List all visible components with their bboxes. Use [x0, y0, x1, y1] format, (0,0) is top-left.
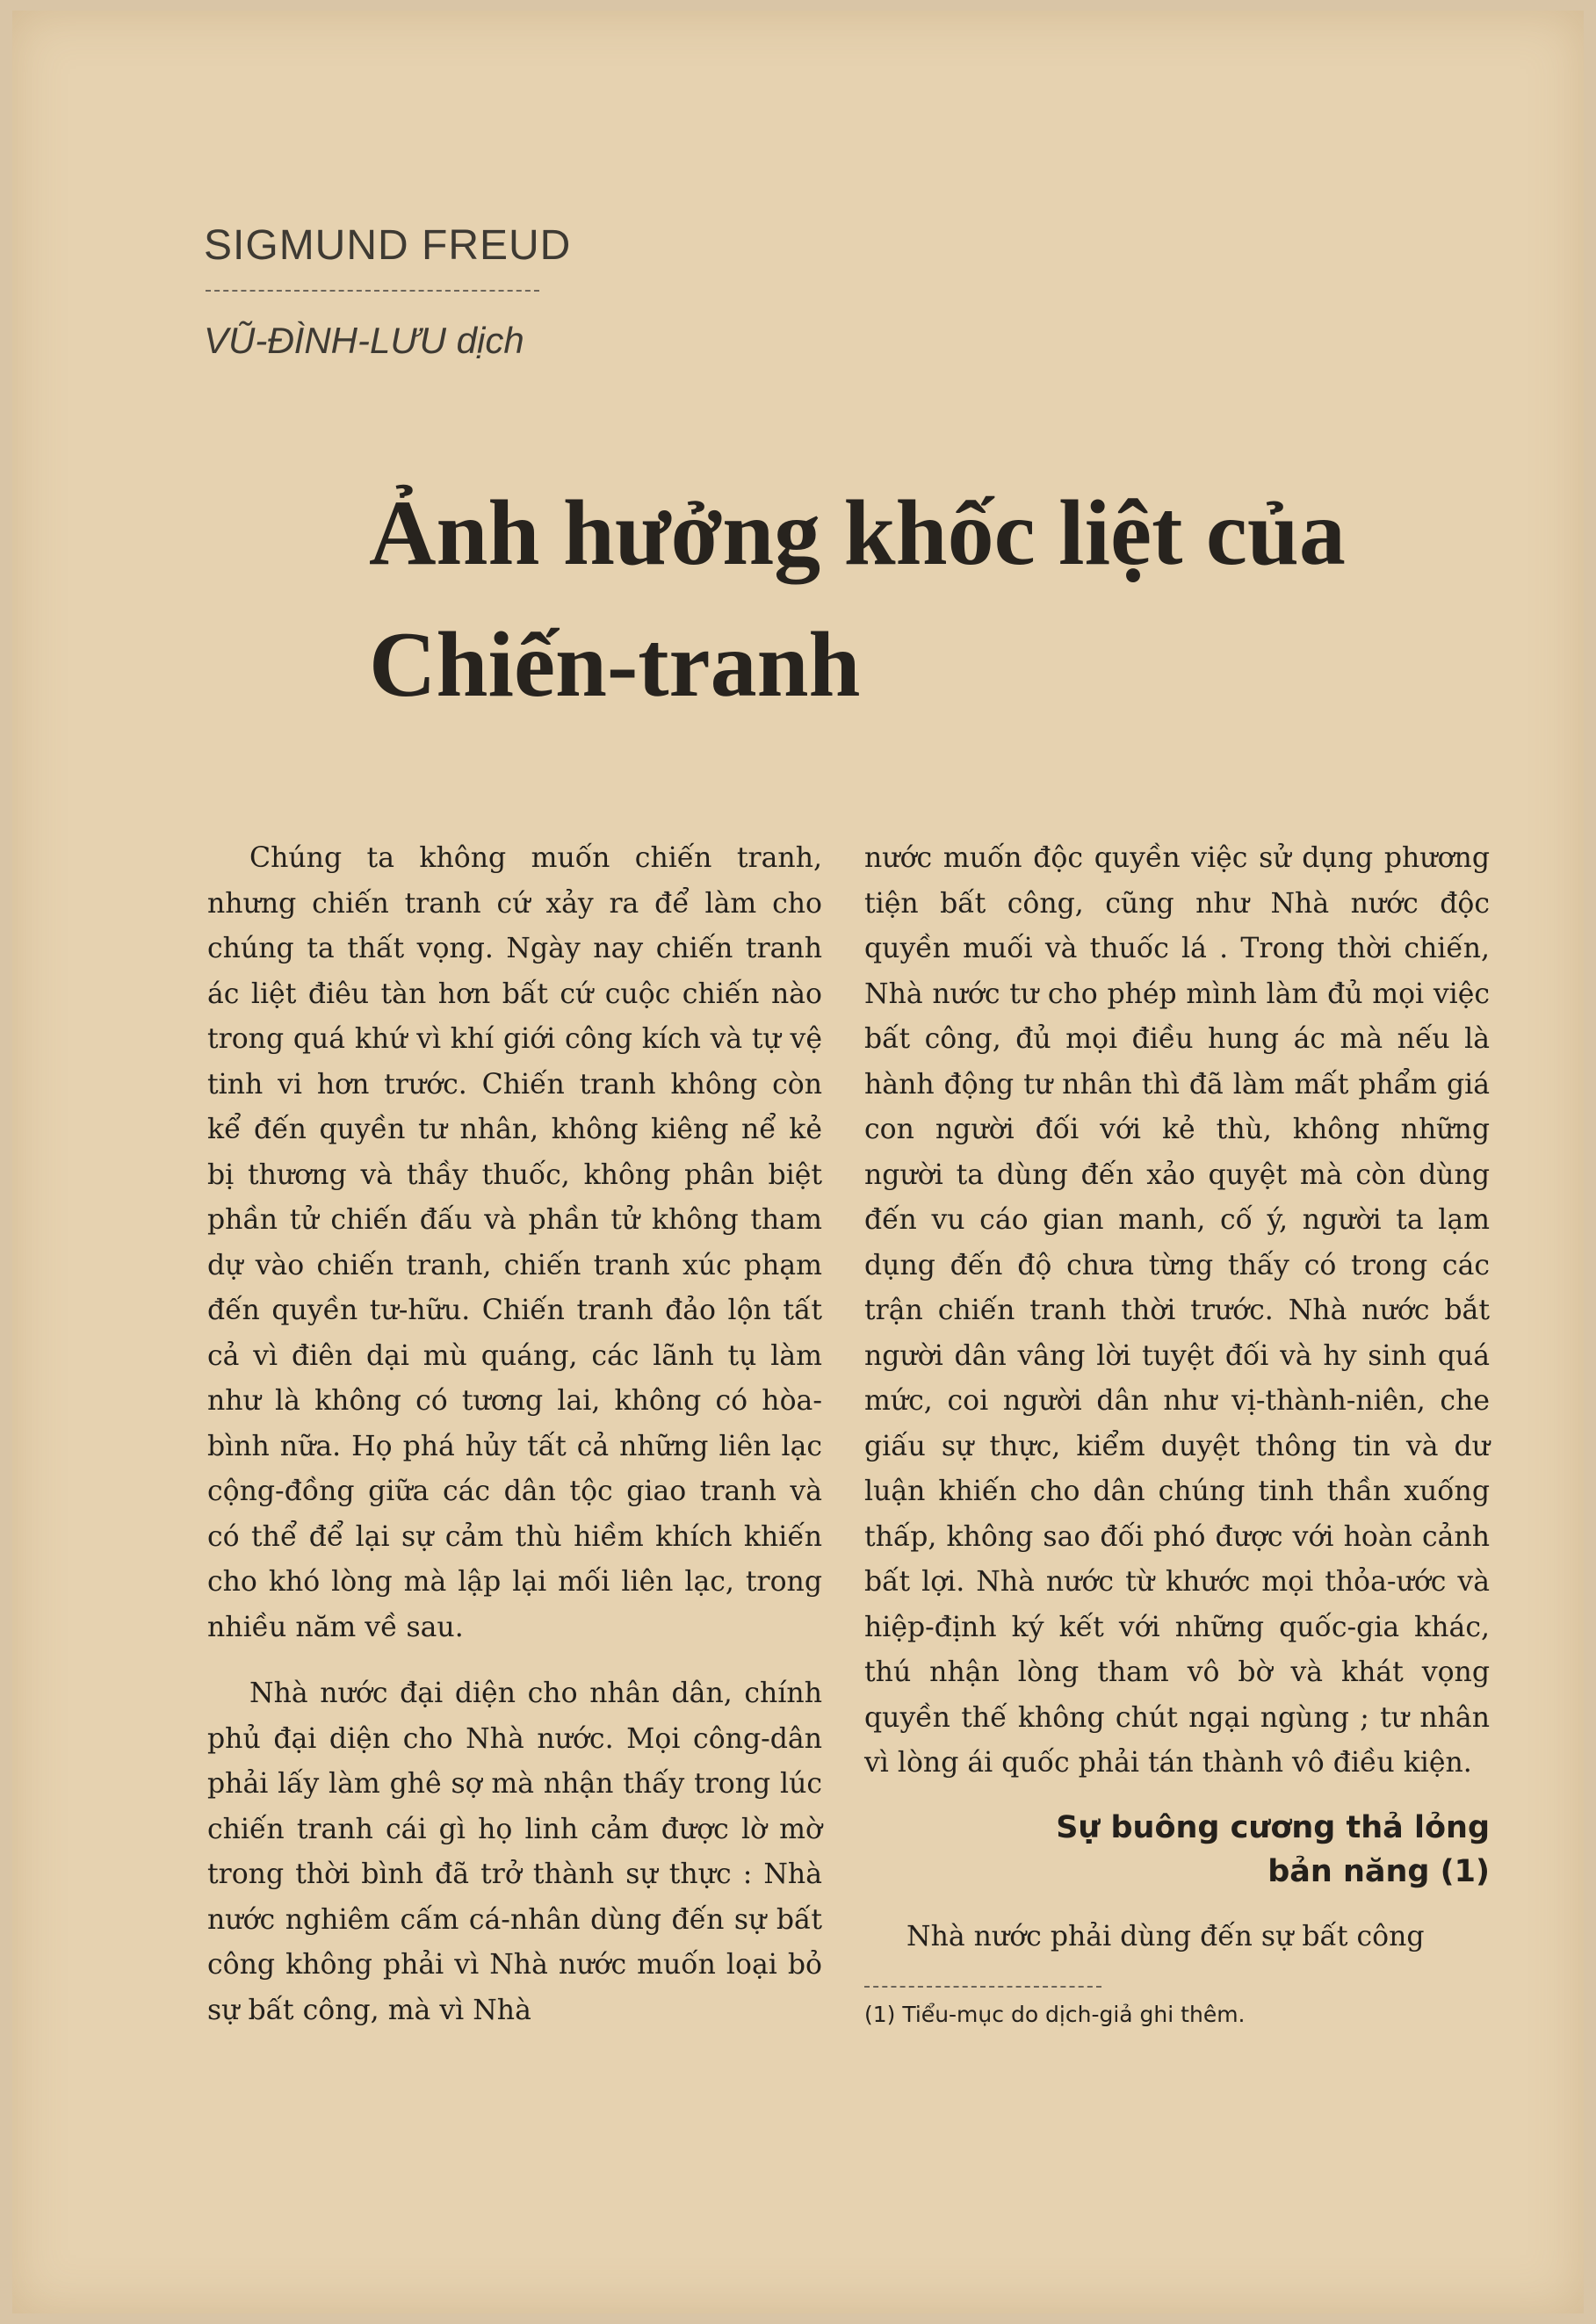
header-divider: [206, 290, 539, 292]
translator-credit: VŨ-ĐÌNH-LƯU dịch: [204, 320, 524, 361]
subheading-line-2: bản năng (1): [1267, 1853, 1490, 1889]
body-paragraph: Nhà nước đại diện cho nhân dân, chính phủ đại diện cho Nhà nước. Mọi công-dân phải lấy làm ghê sợ mà nhận thấy trong lúc chiến tranh cái gì họ linh cảm được lờ mờ trong thời bình đã trở thành sự thực : Nhà nước nghiêm cấm cá-nhân dùng đến sự bất công không phải vì Nhà nước muốn loại bỏ sự bất công, mà vì Nhà: [207, 1678, 822, 2026]
body-paragraph: Chúng ta không muốn chiến tranh, nhưng chiến tranh cứ xảy ra để làm cho chúng ta thất vọng. Ngày nay chiến tranh ác liệt điêu tàn hơn bất cứ cuộc chiến nào trong quá khứ vì khí giới công kích và tự vệ tinh vi hơn trước. Chiến tranh không còn kể đến quyền tư nhân, không kiêng nể kẻ bị thương và thầy thuốc, không phân biệt phần tử chiến đấu và phần tử không tham dự vào chiến tranh, chiến tranh xúc phạm đến quyền tư-hữu. Chiến tranh đảo lộn tất cả vì điên dại mù quáng, các lãnh tụ làm như là không có tương lai, không có hòa-bình nữa. Họ phá hủy tất cả những liên lạc cộng-đồng giữa các dân tộc giao tranh và có thể để lại sự cảm thù hiềm khích khiến cho khó lòng mà lập lại mối liên lạc, trong nhiều năm về sau.: [207, 842, 822, 1643]
title-line-1: Ảnh hưởng khốc liệt của: [369, 481, 1346, 584]
right-column: [864, 836, 1490, 2032]
article-title: [369, 467, 1511, 731]
magazine-page: [12, 11, 1584, 2313]
title-line-2: Chiến-tranh: [369, 613, 861, 716]
section-subheading: [864, 1806, 1490, 1894]
footnote: (1) Tiểu-mục do dịch-giả ghi thêm.: [864, 2002, 1246, 2027]
subheading-line-1: Sự buông cương thả lỏng: [1056, 1809, 1490, 1845]
body-paragraph: nước muốn độc quyền việc sử dụng phương tiện bất công, cũng như Nhà nước độc quyền muối và thuốc lá . Trong thời chiến, Nhà nước tư cho phép mình làm đủ mọi việc bất công, đủ mọi điều hung ác mà nếu là hành động tư nhân thì đã làm mất phẩm giá con người đối với kẻ thù, không những người ta dùng đến xảo quyệt mà còn dùng đến vu cáo gian manh, cố ý, người ta lạm dụng đến độ chưa từng thấy có trong các trận chiến tranh thời trước. Nhà nước bắt người dân vâng lời tuyệt đối và hy sinh quá mức, coi người dân như vị-thành-niên, che giấu sự thực, kiểm duyệt thông tin và dư luận khiến cho dân chúng tinh thần xuống thấp, không sao đối phó được với hoàn cảnh bất lợi. Nhà nước từ khước mọi thỏa-ước và hiệp-định ký kết với những quốc-gia khác, thú nhận lòng tham vô bờ và khát vọng quyền thế không chút ngại ngùng ; tư nhân vì lòng ái quốc phải tán thành vô điều kiện.: [864, 842, 1490, 1779]
left-column: [207, 836, 822, 2033]
author-name: SIGMUND FREUD: [204, 222, 572, 269]
body-paragraph: Nhà nước phải dùng đến sự bất công: [906, 1920, 1425, 1952]
footnote-divider: [864, 1986, 1101, 1988]
